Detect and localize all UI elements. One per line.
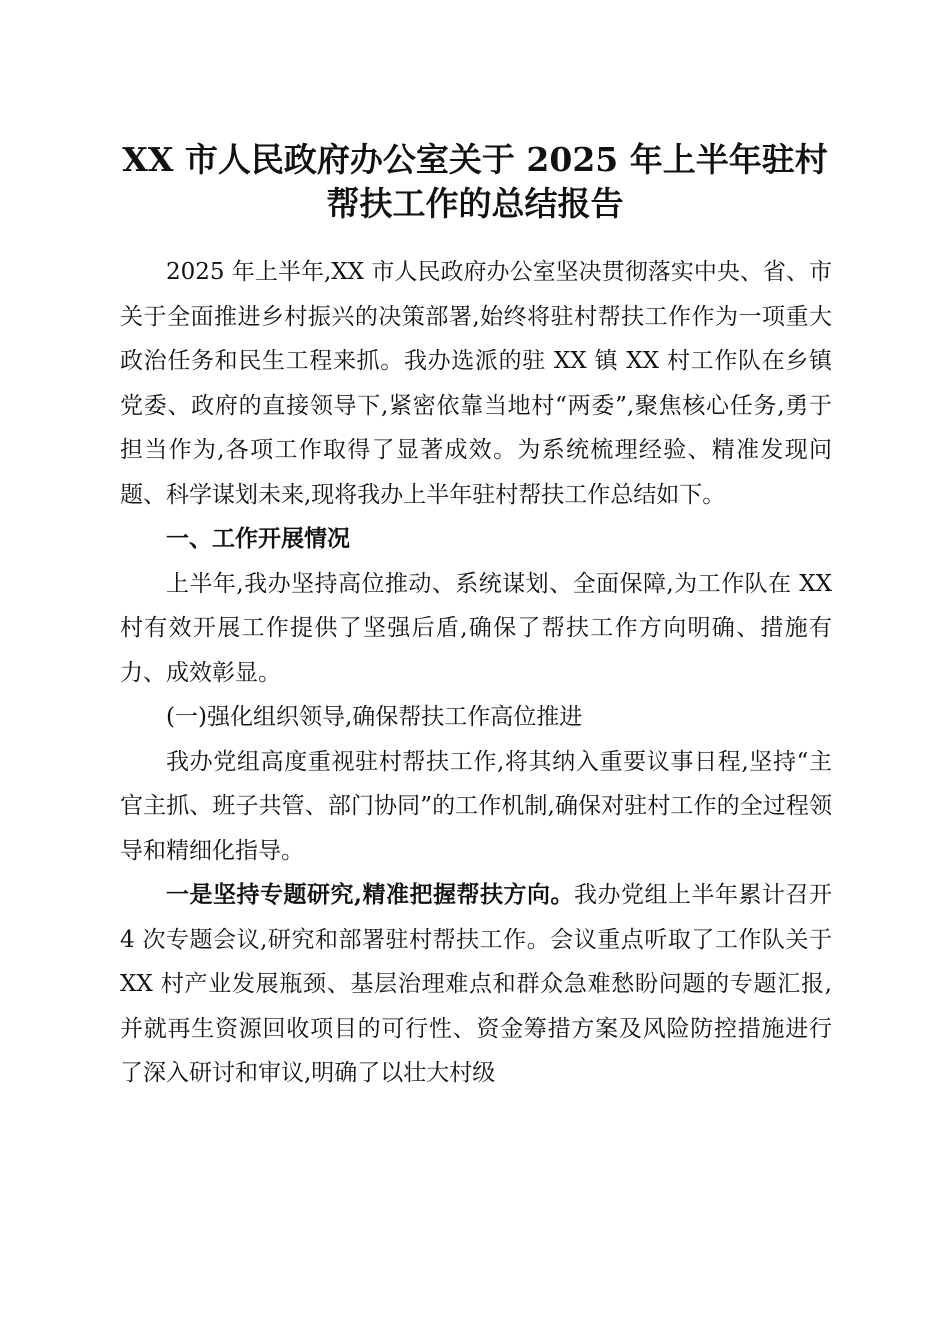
title-line-1: XX 市人民政府办公室关于 2025 年上半年驻村: [122, 140, 828, 179]
section-heading-1: 一、工作开展情况: [166, 526, 350, 552]
section-1-paragraph: 上半年,我办坚持高位推动、系统谋划、全面保障,为工作队在 XX 村有效开展工作提供了坚强后盾,确保了帮扶工作方向明确、措施有力、成效彰显。: [120, 570, 832, 686]
document-title: [100, 138, 850, 226]
point-1-paragraph: [120, 873, 832, 1096]
subsection-1-paragraph: 我办党组高度重视驻村帮扶工作,将其纳入重要议事日程,坚持“主官主抓、班子共管、部门协同”的工作机制,确保对驻村工作的全过程领导和精细化指导。: [120, 748, 832, 864]
document-body: [120, 250, 832, 1096]
intro-paragraph: 2025 年上半年,XX 市人民政府办公室坚决贯彻落实中央、省、市关于全面推进乡村振兴的决策部署,始终将驻村帮扶工作作为一项重大政治任务和民生工程来抓。我办选派的驻 XX 镇 XX 村工作队在乡镇党委、政府的直接领导下,紧密依靠当地村“两委”,聚焦核心任务,勇于担当作为,各项工作取得了显著成效。为系统梳理经验、精准发现问题、科学谋划未来,现将我办上半年驻村帮扶工作总结如下。: [120, 259, 832, 508]
subsection-heading-1: (一)强化组织领导,确保帮扶工作高位推进: [166, 704, 583, 730]
point-1-lead: 一是坚持专题研究,精准把握帮扶方向。: [166, 881, 574, 908]
point-1-text: 我办党组上半年累计召开 4 次专题会议,研究和部署驻村帮扶工作。会议重点听取了工作队关于 XX 村产业发展瓶颈、基层治理难点和群众急难愁盼问题的专题汇报,并就再生资源回收项目的可行性、资金筹措方案及风险防控措施进行了深入研讨和审议,明确了以壮大村级: [120, 882, 832, 1086]
title-line-2: 帮扶工作的总结报告: [326, 184, 624, 223]
